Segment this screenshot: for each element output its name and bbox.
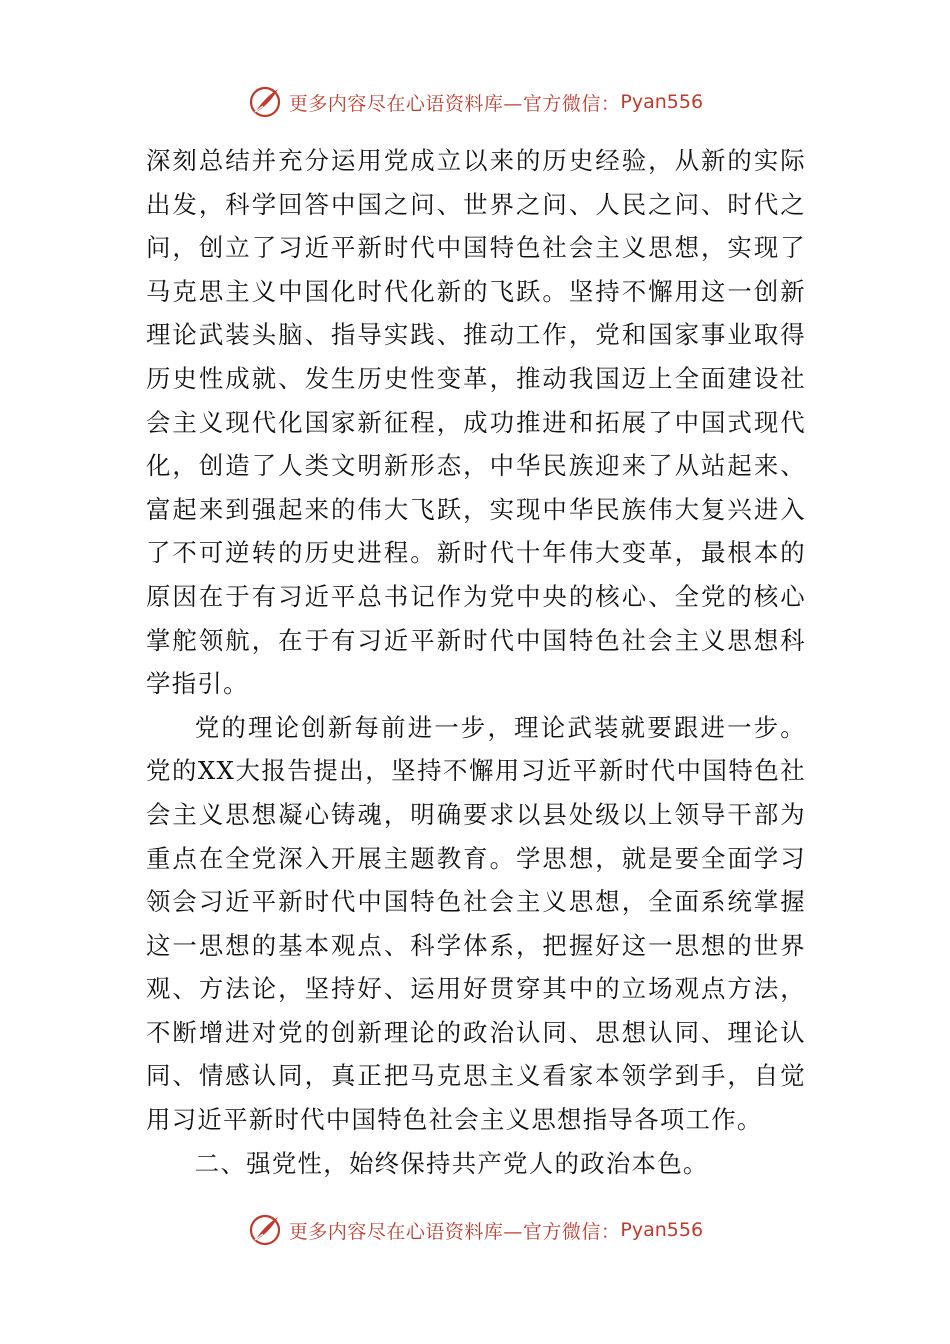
header-watermark-brand: Pyan556: [620, 91, 704, 113]
section-heading: 二、强党性，始终保持共产党人的政治本色。: [194, 1148, 709, 1178]
footer-watermark-brand: Pyan556: [620, 1219, 704, 1241]
paragraph-2: 党的理论创新每前进一步，理论武装就要跟进一步。党的XX大报告提出，坚持不懈用习近平新时代中国特色社会主义思想凝心铸魂，明确要求以县处级以上领导干部为重点在全党深入开展主题教育。学思想，就是要全面学习领会习近平新时代中国特色社会主义思想，全面系统掌握这一思想的基本观点、科学体系，把握好这一思想的世界观、方法论，坚持好、运用好贯穿其中的立场观点方法，不断增进对党的创新理论的政治认同、思想认同、理论认同、情感认同，真正把马克思主义看家本领学到手，自觉用习近平新时代中国特色社会主义思想指导各项工作。: [146, 712, 806, 1135]
footer-watermark: [0, 1210, 950, 1250]
paragraph-1: 深刻总结并充分运用党成立以来的历史经验，从新的实际出发，科学回答中国之问、世界之问、人民之问、时代之问，创立了习近平新时代中国特色社会主义思想，实现了马克思主义中国化时代化新的飞跃。坚持不懈用这一创新理论武装头脑、指导实践、推动工作，党和国家事业取得历史性成就、发生历史性变革，推动我国迈上全面建设社会主义现代化国家新征程，成功推进和拓展了中国式现代化，创造了人类文明新形态，中华民族迎来了从站起来、富起来到强起来的伟大飞跃，实现中华民族伟大复兴进入了不可逆转的历史进程。新时代十年伟大变革，最根本的原因在于有习近平总书记作为党中央的核心、全党的核心掌舵领航，在于有习近平新时代中国特色社会主义思想科学指引。: [146, 146, 806, 699]
header-watermark: [0, 82, 950, 122]
footer-watermark-text: 更多内容尽在心语资料库—官方微信：: [288, 1220, 621, 1243]
quill-logo-icon: [247, 1212, 283, 1248]
quill-logo-icon: [247, 84, 283, 120]
header-watermark-text: 更多内容尽在心语资料库—官方微信：: [288, 92, 621, 115]
document-body: [146, 139, 806, 1185]
